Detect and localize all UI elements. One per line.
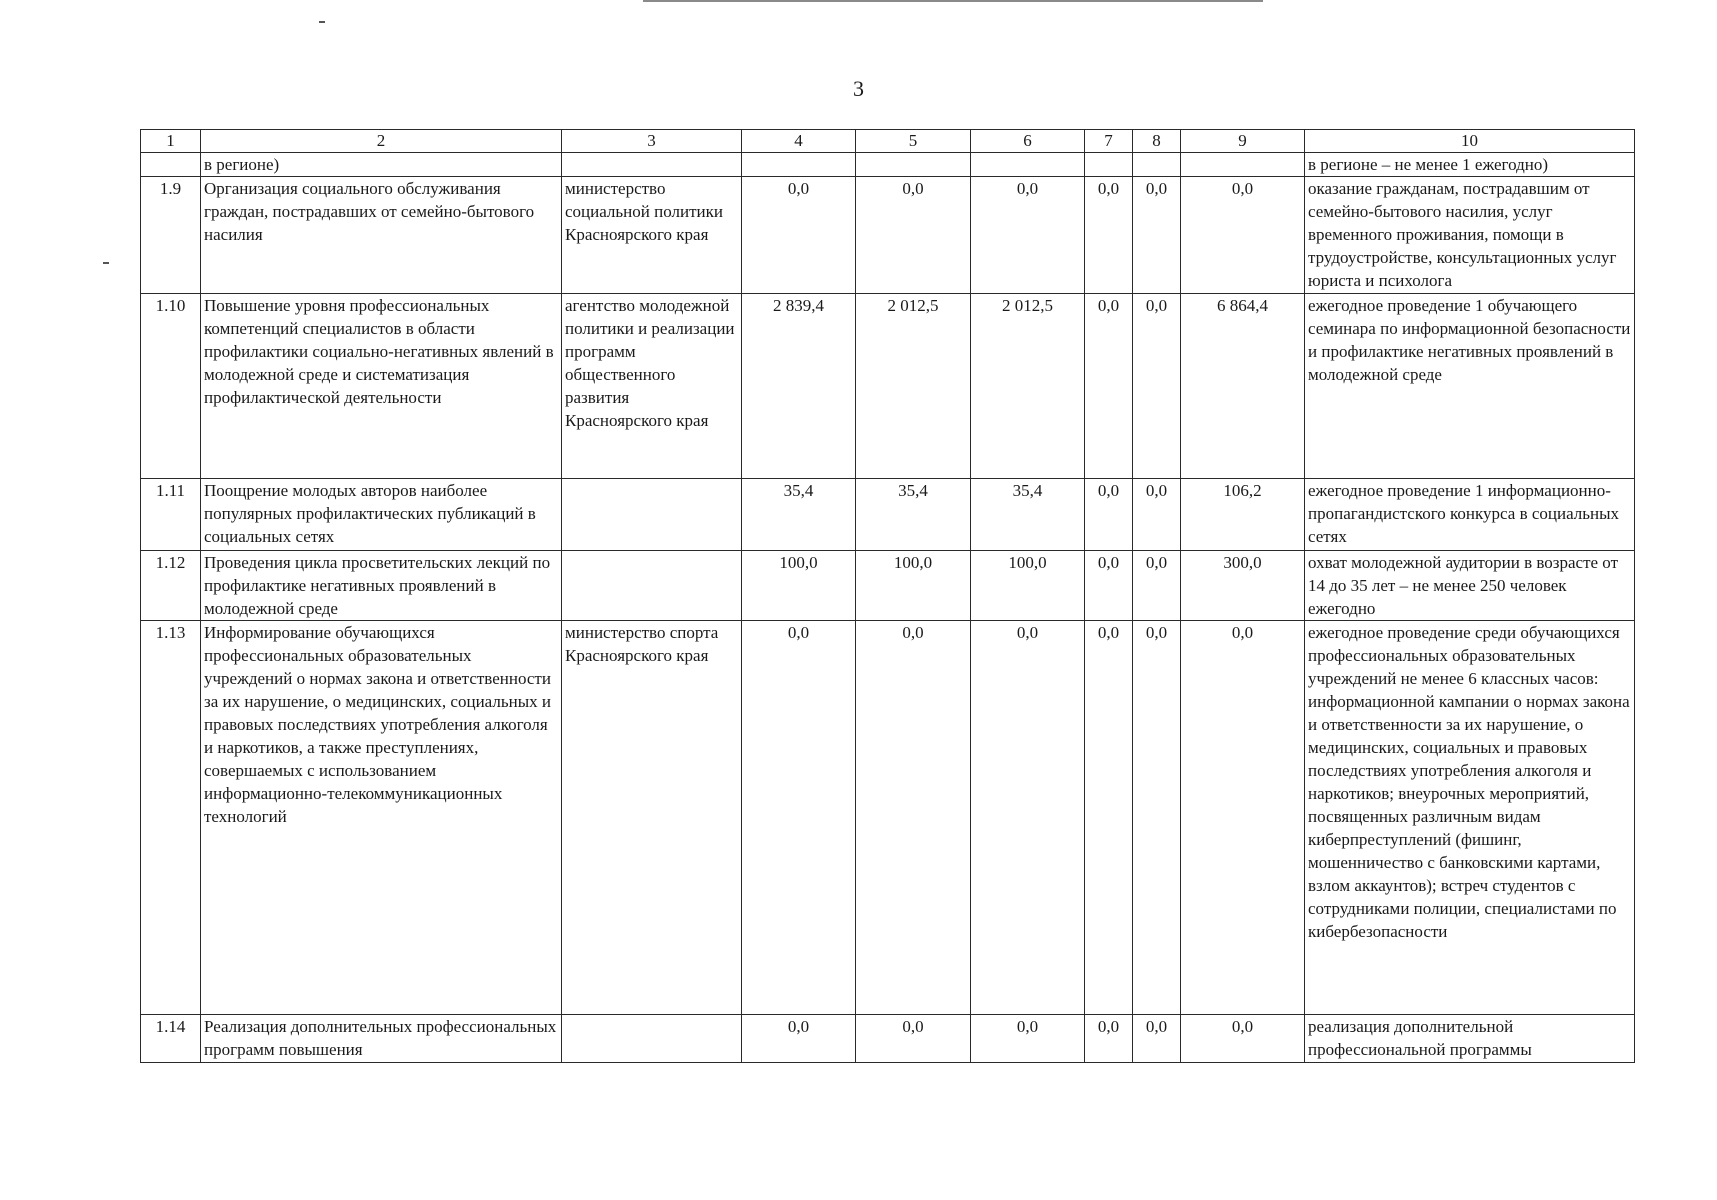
cell-value bbox=[1181, 153, 1305, 177]
cell-executor: министерство спорта Красноярского края bbox=[562, 621, 742, 1015]
cell-value: 0,0 bbox=[742, 177, 856, 294]
cell-idx: 1.14 bbox=[141, 1015, 201, 1063]
cell-value: 300,0 bbox=[1181, 551, 1305, 621]
cell-value: 0,0 bbox=[1085, 621, 1133, 1015]
cell-result: в регионе – не менее 1 ежегодно) bbox=[1305, 153, 1635, 177]
cell-value: 0,0 bbox=[1085, 1015, 1133, 1063]
table-row bbox=[141, 294, 1635, 479]
column-header: 8 bbox=[1133, 130, 1181, 153]
cell-name: Повышение уровня профессиональных компетенций специалистов в области профилактики социально-негативных явлений в молодежной среде и систематизация профилактической деятельности bbox=[201, 294, 562, 479]
cell-value: 35,4 bbox=[742, 479, 856, 551]
cell-value: 6 864,4 bbox=[1181, 294, 1305, 479]
cell-value: 35,4 bbox=[971, 479, 1085, 551]
cell-value bbox=[1133, 153, 1181, 177]
scan-speck bbox=[319, 21, 325, 23]
cell-name: Организация социального обслуживания граждан, пострадавших от семейно-бытового насилия bbox=[201, 177, 562, 294]
cell-value: 0,0 bbox=[856, 621, 971, 1015]
table-row bbox=[141, 177, 1635, 294]
cell-value: 0,0 bbox=[1133, 294, 1181, 479]
cell-executor bbox=[562, 153, 742, 177]
cell-idx: 1.10 bbox=[141, 294, 201, 479]
column-header: 7 bbox=[1085, 130, 1133, 153]
table-header-row bbox=[141, 130, 1635, 153]
cell-value: 2 012,5 bbox=[856, 294, 971, 479]
cell-value: 0,0 bbox=[1181, 1015, 1305, 1063]
cell-executor bbox=[562, 1015, 742, 1063]
cell-name: Реализация дополнительных профессиональных программ повышения bbox=[201, 1015, 562, 1063]
cell-result: оказание гражданам, пострадавшим от семейно-бытового насилия, услуг временного проживания, помощи в трудоустройстве, консультационных услуг юриста и психолога bbox=[1305, 177, 1635, 294]
continuation-row bbox=[141, 153, 1635, 177]
cell-value: 0,0 bbox=[1181, 621, 1305, 1015]
cell-value bbox=[971, 153, 1085, 177]
cell-value: 0,0 bbox=[1133, 551, 1181, 621]
column-header: 3 bbox=[562, 130, 742, 153]
cell-result: охват молодежной аудитории в возрасте от 14 до 35 лет – не менее 250 человек ежегодно bbox=[1305, 551, 1635, 621]
column-header: 1 bbox=[141, 130, 201, 153]
cell-value: 0,0 bbox=[742, 621, 856, 1015]
cell-value: 0,0 bbox=[971, 177, 1085, 294]
table-row bbox=[141, 551, 1635, 621]
cell-value: 0,0 bbox=[856, 177, 971, 294]
cell-idx: 1.9 bbox=[141, 177, 201, 294]
cell-value: 0,0 bbox=[1085, 294, 1133, 479]
cell-value: 2 839,4 bbox=[742, 294, 856, 479]
cell-value: 0,0 bbox=[971, 621, 1085, 1015]
column-header: 5 bbox=[856, 130, 971, 153]
cell-value: 0,0 bbox=[856, 1015, 971, 1063]
cell-name: Поощрение молодых авторов наиболее популярных профилактических публикаций в социальных сетях bbox=[201, 479, 562, 551]
cell-result: ежегодное проведение 1 информационно-пропагандистского конкурса в социальных сетях bbox=[1305, 479, 1635, 551]
cell-value: 100,0 bbox=[742, 551, 856, 621]
cell-value bbox=[856, 153, 971, 177]
cell-value: 35,4 bbox=[856, 479, 971, 551]
cell-name: Информирование обучающихся профессиональных образовательных учреждений о нормах закона и ответственности за их нарушение, о медицинских, социальных и правовых последствиях употребления алкоголя и наркотиков, а также преступлениях, совершаемых с использованием информационно-телекоммуникационных технологий bbox=[201, 621, 562, 1015]
cell-executor: министерство социальной политики Красноярского края bbox=[562, 177, 742, 294]
top-rule bbox=[643, 0, 1263, 2]
cell-value: 100,0 bbox=[971, 551, 1085, 621]
scan-speck bbox=[103, 262, 109, 264]
cell-value: 0,0 bbox=[1133, 1015, 1181, 1063]
table-row bbox=[141, 1015, 1635, 1063]
cell-executor bbox=[562, 479, 742, 551]
cell-result: ежегодное проведение среди обучающихся профессиональных образовательных учреждений не менее 6 классных часов: информационной кампании о нормах закона и ответственности за их нарушение, о медицинских, социальных и правовых последствиях употребления алкоголя и наркотиков; внеурочных мероприятий, посвященных различным видам киберпреступлений (фишинг, мошенничество с банковскими картами, взлом аккаунтов); встреч студентов с сотрудниками полиции, специалистами по кибербезопасности bbox=[1305, 621, 1635, 1015]
table-row bbox=[141, 621, 1635, 1015]
cell-value bbox=[742, 153, 856, 177]
cell-result: ежегодное проведение 1 обучающего семинара по информационной безопасности и профилактике негативных проявлений в молодежной среде bbox=[1305, 294, 1635, 479]
cell-value: 106,2 bbox=[1181, 479, 1305, 551]
cell-value: 100,0 bbox=[856, 551, 971, 621]
column-header: 4 bbox=[742, 130, 856, 153]
cell-name: Проведения цикла просветительских лекций по профилактике негативных проявлений в молодежной среде bbox=[201, 551, 562, 621]
page-number: 3 bbox=[853, 76, 864, 101]
cell-value: 0,0 bbox=[1085, 551, 1133, 621]
column-header: 2 bbox=[201, 130, 562, 153]
program-table bbox=[140, 129, 1635, 1063]
cell-value: 0,0 bbox=[742, 1015, 856, 1063]
cell-name: в регионе) bbox=[201, 153, 562, 177]
column-header: 9 bbox=[1181, 130, 1305, 153]
cell-idx bbox=[141, 153, 201, 177]
table-row bbox=[141, 479, 1635, 551]
cell-value: 0,0 bbox=[1133, 621, 1181, 1015]
cell-result: реализация дополнительной профессиональной программы bbox=[1305, 1015, 1635, 1063]
cell-value: 0,0 bbox=[1133, 479, 1181, 551]
cell-value: 0,0 bbox=[1085, 479, 1133, 551]
cell-value: 0,0 bbox=[1181, 177, 1305, 294]
cell-idx: 1.13 bbox=[141, 621, 201, 1015]
cell-idx: 1.12 bbox=[141, 551, 201, 621]
cell-value: 0,0 bbox=[971, 1015, 1085, 1063]
column-header: 6 bbox=[971, 130, 1085, 153]
cell-value: 0,0 bbox=[1133, 177, 1181, 294]
cell-value bbox=[1085, 153, 1133, 177]
cell-executor: агентство молодежной политики и реализации программ общественного развития Красноярского края bbox=[562, 294, 742, 479]
cell-value: 2 012,5 bbox=[971, 294, 1085, 479]
cell-idx: 1.11 bbox=[141, 479, 201, 551]
cell-executor bbox=[562, 551, 742, 621]
column-header: 10 bbox=[1305, 130, 1635, 153]
cell-value: 0,0 bbox=[1085, 177, 1133, 294]
